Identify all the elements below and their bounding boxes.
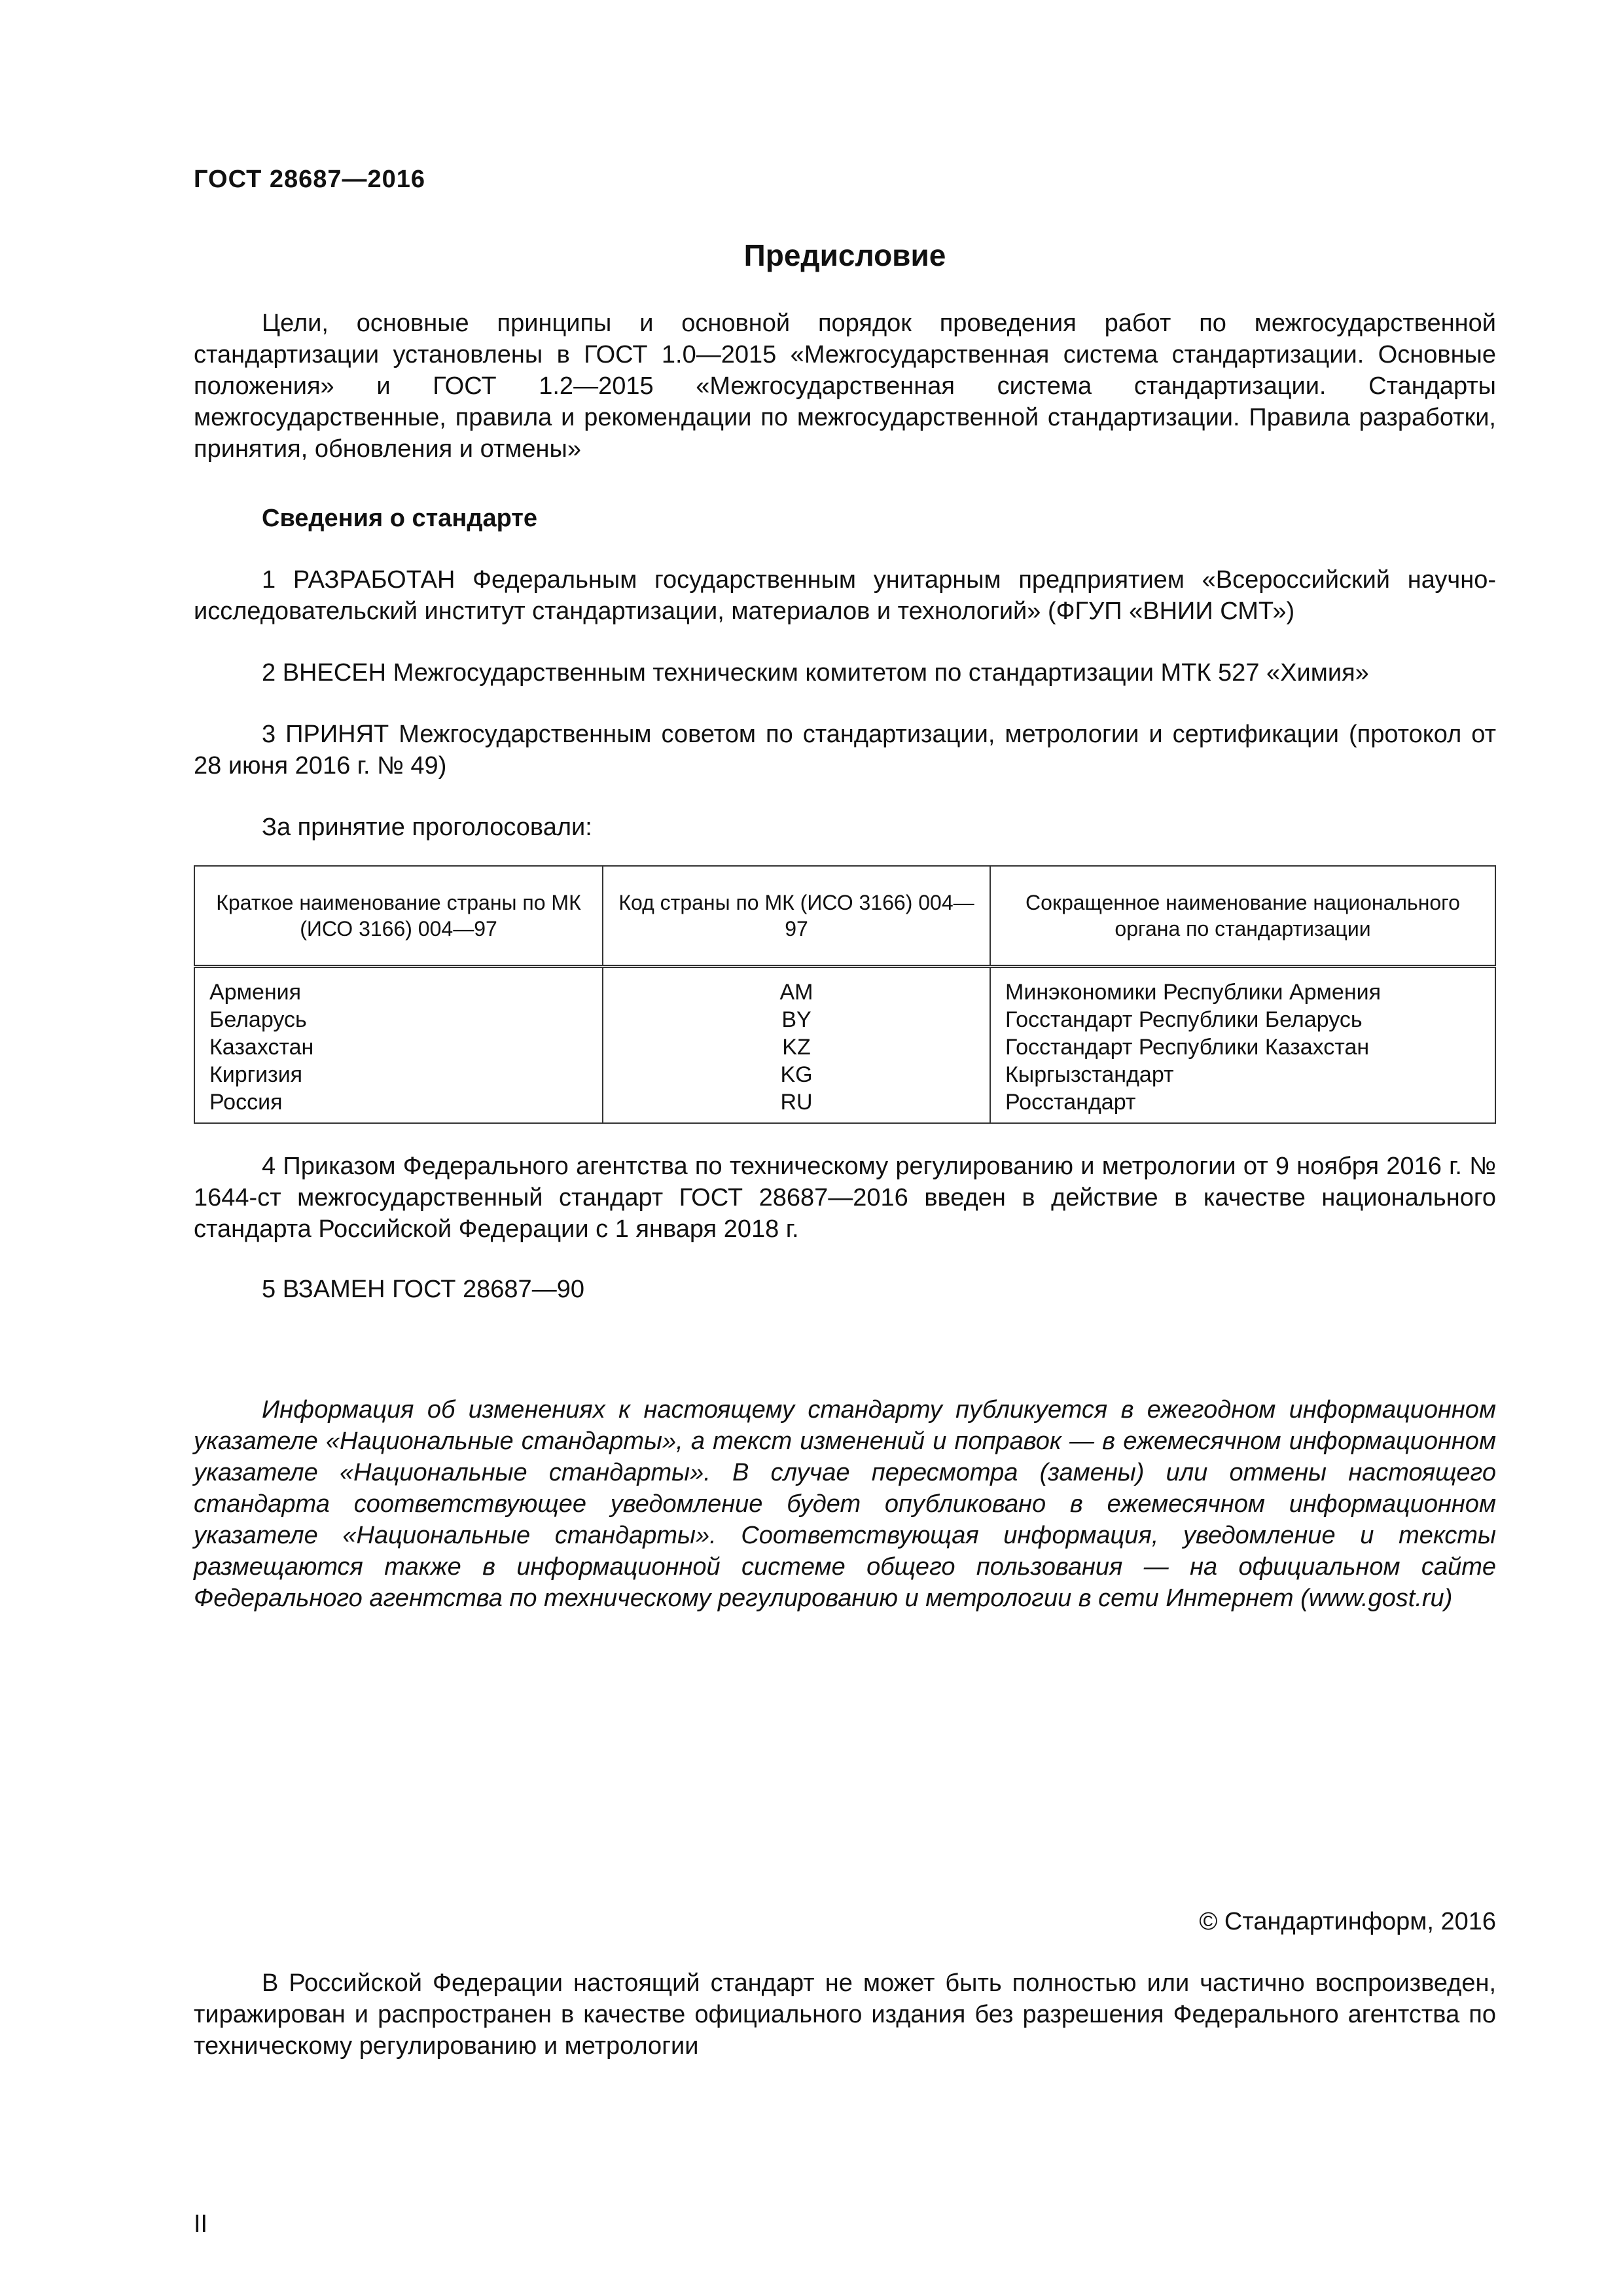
national-bodies-cell — [990, 967, 1495, 1124]
voting-table — [194, 865, 1496, 1124]
country-code: KG — [780, 1062, 813, 1087]
page-title: Предисловие — [743, 238, 946, 272]
intro-paragraph: Цели, основные принципы и основной порядок проведения работ по межгосударственной стандартизации установлены в ГОСТ 1.0—2015 «Межгосударственная система стандартизации. Основные положения» и ГОСТ 1.2—2015 «Межгосударственная система стандартизации. Стандарты межгосударственные, правила и рекомендации по межгосударственной стандартизации. Правила разработки, принятия, обновления и отмены» — [194, 310, 1496, 463]
country-name: Россия — [209, 1090, 283, 1115]
header-national-body: Сокращенное наименование национального органа по стандартизации — [990, 866, 1495, 967]
item-adopted: 3 ПРИНЯТ Межгосударственным советом по стандартизации, метрологии и сертификации (протокол от 28 июня 2016 г. № 49) — [194, 721, 1496, 780]
national-body: Госстандарт Республики Казахстан — [1005, 1035, 1370, 1060]
intro-section — [194, 308, 1496, 465]
national-body: Кыргызстандарт — [1005, 1062, 1174, 1087]
country-code: RU — [780, 1090, 813, 1115]
page-number: II — [194, 2210, 208, 2238]
reproduction-notice: В Российской Федерации настоящий стандарт не может быть полностью или частично воспроизведен, тиражирован и распространен в качестве официального издания без разрешения Федерального агентства по техническому регулированию и метрологии — [194, 1969, 1496, 2060]
table-header-row — [194, 866, 1495, 967]
item-2-block — [194, 657, 1496, 689]
vote-caption: За принятие проголосовали: — [262, 814, 592, 841]
item-3-block — [194, 719, 1496, 781]
national-body: Госстандарт Республики Беларусь — [1005, 1007, 1363, 1032]
info-note-block — [194, 1394, 1496, 1614]
country-name: Киргизия — [209, 1062, 303, 1087]
item-5-block — [194, 1274, 1496, 1305]
item-1-block — [194, 564, 1496, 627]
changes-info-note: Информация об изменениях к настоящему стандарту публикуется в ежегодном информационном указателе «Национальные стандарты», а текст изменений и поправок — в ежемесячном информационном указателе «Национальные стандарты». В случае пересмотра (замены) или отмены настоящего стандарта соответствующее уведомление будет опубликовано в ежемесячном информационном указателе «Национальные стандарты». Соответствующая информация, уведомление и тексты размещаются также в информационной системе общего пользования — на официальном сайте Федерального агентства по техническому регулированию и метрологии в сети Интернет (www.gost.ru) — [194, 1396, 1496, 1612]
country-code: BY — [781, 1007, 812, 1032]
country-code: AM — [779, 980, 813, 1005]
item-4-block — [194, 1151, 1496, 1245]
legal-note-block — [194, 1967, 1496, 2062]
item-submitted: 2 ВНЕСЕН Межгосударственным техническим комитетом по стандартизации МТК 527 «Химия» — [262, 659, 1369, 687]
copyright-notice: © Стандартинформ, 2016 — [1199, 1908, 1496, 1935]
national-body: Минэкономики Республики Армения — [1005, 980, 1381, 1005]
item-order: 4 Приказом Федерального агентства по техническому регулированию и метрологии от 9 ноября 2016 г. № 1644-ст межгосударственный стандарт ГОСТ 28687—2016 введен в действие в качестве национального стандарта Российской Федерации с 1 января 2018 г. — [194, 1153, 1496, 1243]
header-country-name: Краткое наименование страны по МК (ИСО 3166) 004—97 — [194, 866, 603, 967]
vote-caption-block — [194, 812, 1496, 843]
country-name: Казахстан — [209, 1035, 314, 1060]
table-row — [194, 967, 1495, 1124]
country-names-cell — [194, 967, 603, 1124]
country-codes-cell — [603, 967, 990, 1124]
section-heading: Сведения о стандарте — [262, 505, 538, 532]
country-name: Армения — [209, 980, 302, 1005]
item-developed: 1 РАЗРАБОТАН Федеральным государственным унитарным предприятием «Всероссийский научно-исследовательский институт стандартизации, материалов и технологий» (ФГУП «ВНИИ СМТ») — [194, 566, 1496, 625]
country-name: Беларусь — [209, 1007, 307, 1032]
info-heading-block — [194, 503, 1496, 534]
national-body: Росстандарт — [1005, 1090, 1136, 1115]
standard-code-header: ГОСТ 28687—2016 — [194, 166, 426, 193]
header-country-code: Код страны по МК (ИСО 3166) 004—97 — [603, 866, 990, 967]
country-code: KZ — [782, 1035, 811, 1060]
item-replaces: 5 ВЗАМЕН ГОСТ 28687—90 — [262, 1276, 584, 1303]
